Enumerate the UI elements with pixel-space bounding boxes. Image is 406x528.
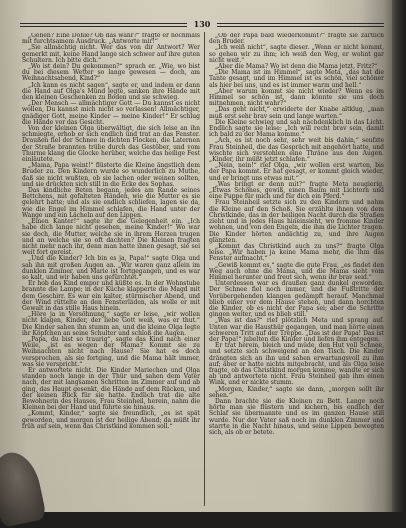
paragraph: „Und die Kinder? Ich bin es ja, Papa!“ sagte Olga und sah ihn mit großen Augen an. „Wir waren ganz allein im dunklen Zimmer, und Marie ist fortgegangen, und es war so kalt, und wir haben uns gefürchtet.“	[22, 255, 200, 281]
paragraph: Unterdessen war es draußen ganz dunkel geworden. Der Schnee fiel noch immer, und die Fußtritte der Vorübergehenden klangen gedämpft herauf. Manchmal blieb einer vor dem Hause stehen, und dann horchten die Kinder, ob es nicht der Papa sei; aber die Schritte gingen weiter, und es blieb still.	[209, 280, 384, 319]
paragraph: „Wo ist dein? Du gekommen?“ sprach er. „Wie, wo bist du bei diesem Wetter so lange gewesen — doch, am Weihnachtsabend, Kind?“	[22, 63, 200, 83]
paragraph: Er antwortete nicht. Die Kinder Mariechen und Olga standen noch lange in der Thür und sahen dem Vater nach, der mit langsamen Schritten im Zimmer auf und ab ging, das Haupt gesenkt, die Hände auf dem Rücken, und der keinen Blick für sie hatte. Endlich trat die alte Bewohnerin des Hauses, Frau Steinheil, herein, nahm die Kleinen bei der Hand und führte sie hinaus.	[22, 366, 200, 412]
text-column-right	[209, 33, 384, 506]
paragraph: „Was ist das?“ rief plötzlich Meta und sprang auf. Unten war die Hausthür gegangen, und man hörte einen schweren Tritt auf der Treppe. „Das ist der Papa! Das ist der Papa!“ jubelten die Kinder und liefen ihm entgegen.	[209, 317, 384, 343]
paragraph: „Morgen, Kinder,“ sagte sie dann, „morgen sollt ihr sehen.“	[209, 385, 384, 399]
paragraph: „Was bringt er denn mit?“ fragte Meta neugierig. „Etwas Schönes, gewiß, einen Baum mit Lichtern und eine Puppe für mich und für dich ein Pferd.“	[209, 180, 384, 201]
paragraph: „Das geht nicht,“ erwiderte der Knabe altklug, „man muß erst sehr brav sein und lange warten.“	[209, 106, 384, 120]
paragraph: Er hob das Kind empor und küßte es. In der Wohnstube brannte die Lampe; in der Küche klapperte die Magd mit dem Geschirr. Es war ein kalter, stürmischer Abend, und der Wind rüttelte an den Fensterläden, als wolle er mit Gewalt in das stille Haus hinein.	[22, 280, 200, 312]
paragraph: „Kommt, Kinder,“ sagte sie freundlich, „es ist spät geworden, und morgen ist der heilige Abend; da müßt ihr früh auf sein, wenn das Christkind kommen soll.“	[22, 410, 200, 430]
paragraph: Das kindliche Beten begann, jedes am Rande seines Bettchens, mit gefalteten Händen, wie die Mutter es sie gelehrt hatte; und als sie endlich schliefen, lagen sie da, wie die Engel im Himmel schlafen, die Hand unter der Wange und ein Lächeln auf den Lippen.	[22, 187, 200, 219]
text-column-left	[22, 33, 200, 506]
header-rule-right	[217, 23, 384, 27]
page-stack-edge	[392, 0, 406, 512]
page-number: 130	[193, 19, 211, 29]
paragraph: Von der kleinen Olga überwältigt, die sich leise an ihn schmiegte, erhob er sich endlich und trat an das Fenster. Draußen fiel der Schnee in dichten Flocken, die Laternen der Straße brannten trübe durch das Gestöber, und vom Thurme klang die Glocke herüber, welche das heilige Fest einläutete.	[22, 125, 200, 164]
paragraph: „Aber warum kommt sie nicht wieder? Wenn es im Himmel so schön ist, dann könnte sie uns doch mitnehmen, nicht wahr?“	[209, 87, 384, 108]
paragraph: „Gehen? Eine Dohle? Ob das wahr?“ fragte er nochmals mit furchtsamem Ausdruck. „Antworte mir!“	[22, 33, 200, 46]
page-header	[20, 19, 384, 30]
paragraph: „Ich kann es nicht sagen“, sagte er, und indem er dann die Hand auf Olga's Mund legte, sanken ihre Hände mit den kleinen Geschenken zu Boden und sie schwieg.	[22, 81, 200, 102]
paragraph: Frau Steinheil setzte sich zu den Kindern und nahm die Kleine auf den Schoß. Sie erzählte ihnen von dem Christkinde, das in der heiligen Nacht durch die Straßen zieht und in jedes Haus hineinsieht, wo fromme Kinder wohnen, und von den Engeln, die ihm die Lichter tragen. Die Kinder hörten andächtig zu, und ihre Augen glänzten.	[209, 199, 384, 244]
paragraph: „Höre ja in Versöhnung,“ sagte er leise, „wir wollen nicht klagen, Kinder, der liebe Gott weiß, was er thut.“ Die Kinder sahen ihn stumm an, und die kleine Olga legte ihr Köpfchen an seine Schulter und schloß die Augen.	[22, 311, 200, 337]
paragraph: „Kommt das Christkind auch zu uns?“ fragte Olga leise. „Wir haben ja keine Mama mehr, die ihm das Fenster aufmacht.“	[209, 242, 384, 263]
paragraph: Die Kleine schwieg und sah nachdenklich in das Licht. Endlich sagte sie leise: „Ich will recht brav sein, damit ich bald zu der Mama komme.“	[209, 118, 384, 139]
paragraph: „Papa, du bist so traurig“, sagte das Kind nach einer Weile, „ist es wegen der Mama? Kommt sie zu Weihnachten nicht nach Hause? Sie hat es doch versprochen, als sie fortging, und die Mama hält immer, was sie verspricht.“	[22, 335, 200, 368]
paragraph: „Mama, Papa weint!“ flüsterte die Kleine ängstlich dem Bruder zu. Den Kindern wurde so wunderlich zu Muthe, daß sie nicht wußten, ob sie lachen oder weinen sollten, und sie drückten sich still in die Ecke des Sophas.	[22, 162, 200, 188]
paragraph: „Nein, nein!“ rief Olga, „wir wollen erst warten, bis der Papa kommt. Er hat gesagt, er kommt gleich wieder, und er bringt uns etwas mit.“	[209, 162, 384, 182]
paragraph: „Einen Kanter!“ sagte ihr die Gelegenheit ein. „Ich habe dich lange nicht gesehen, meine Kinder!“ Wo war sie doch, die Mutter, welche sie in ihrem Herzen trugen und an welche sie so oft dachten? Die Kleinen fragten nicht mehr nach ihr, denn man hatte ihnen gesagt, sie sei weit fort gereist.	[22, 218, 200, 257]
paragraph: „Ob der Papa bald wiederkommt?“ fragte sie zärtlich den Bruder.	[209, 33, 384, 46]
column-divider	[204, 32, 205, 506]
paragraph: Er trat herein, bleich und müde, den Hut voll Schnee, und setzte sich schweigend an den Tisch. Die Kinder drängten sich an ihn und sahen erwartungsvoll zu ihm auf; aber er hatte nichts mitgebracht, und als Olga leise fragte, ob das Christkind morgen komme, wandte er sich ab und antwortete nicht. Frau Steinheil gab ihm einen Wink, und er nickte stumm.	[209, 342, 384, 387]
paragraph: „Der Mensch — allmächtiger Gott — Du kannst es nicht wollen, Du kannst mich nicht so verlassen! Allmächtiger, gnädiger Gott, meine Kinder — meine Kinder!“ Er schlug die Hände vor das Gesicht.	[22, 100, 200, 126]
header-rule-left	[20, 23, 187, 27]
paragraph: „Gewiß kommt es,“ sagte die gute Frau, „es findet den Weg auch ohne die Mama, und die Mama sieht vom Himmel herunter und freut sich, wenn ihr brav seid.“	[209, 261, 384, 281]
paragraph: „Sie allmächtig nicht. Wer das von dir Antwort? Wer gemerkt mit, keine Hand lange sich schwer auf ihre guten Schultern. Ich bitte dich.“	[22, 44, 200, 64]
paragraph: „Die Mama ist im Himmel“, sagte Meta, „das hat die Tante gesagt, und im Himmel ist es schön, viel schöner als hier bei uns, und es ist immer warm und hell.“	[209, 69, 384, 89]
paragraph: „Ich weiß nicht“, sagte dieser. „Wenn er nicht kommt, so gehen wir zu ihm; ich weiß den Weg, er wohnt gar nicht weit.“	[209, 44, 384, 64]
paragraph: „Aber die Mama? Wo ist denn die Mama jetzt, Fritz?“	[215, 63, 378, 71]
paragraph: „Ach, es ist noch sehr, sehr weit bis dahin,“ seufzte Frau Steinheil, die das Gespräch mit angehört hatte, und wischte sich verstohlen eine Thräne aus den Augen. „Kinder, ihr müßt jetzt schlafen.“	[209, 137, 384, 164]
paragraph: Dann brachte sie die Kleinen zu Bett. Lange noch hörte man sie flüstern und kichern, bis endlich der Schlaf sie übermannte und es im ganzen Hause still wurde. Nur der Vater saß noch im dunklen Zimmer und starrte in die Nacht hinaus, und seine Lippen bewegten sich, als ob er betete.	[209, 397, 384, 436]
